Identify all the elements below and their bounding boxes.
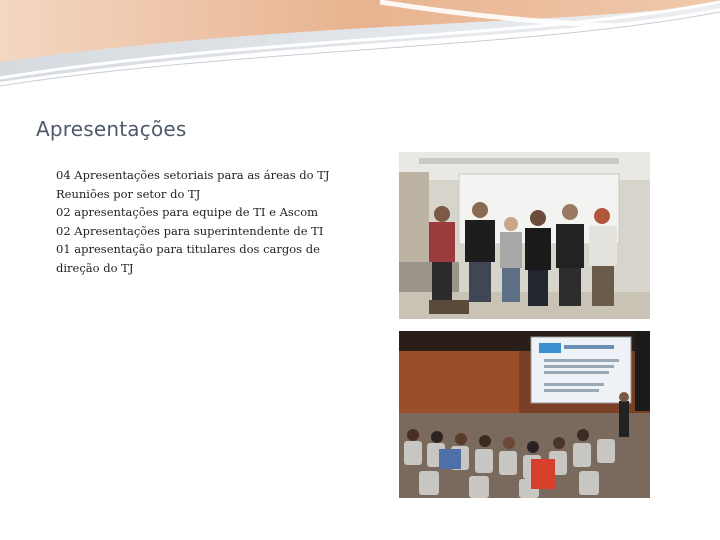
- slide-title: Apresentações: [36, 117, 187, 141]
- bullet-item: 02 Apresentações para superintendente de TI: [56, 223, 324, 238]
- bullet-item: 02 apresentações para equipe de TI e Ascom: [56, 205, 319, 219]
- bullet-list: [56, 166, 356, 277]
- bullet-item: Reuniões por setor do TJ: [56, 186, 201, 201]
- bullet-item: 04 Apresentações setoriais para as áreas do TJ: [56, 168, 330, 182]
- header-swoosh-decoration: [0, 0, 720, 95]
- auditorium-presentation-photo: [399, 331, 650, 498]
- bullet-item: 01 apresentação para titulares dos cargos de direção do TJ: [56, 242, 320, 275]
- team-group-photo: [399, 152, 650, 319]
